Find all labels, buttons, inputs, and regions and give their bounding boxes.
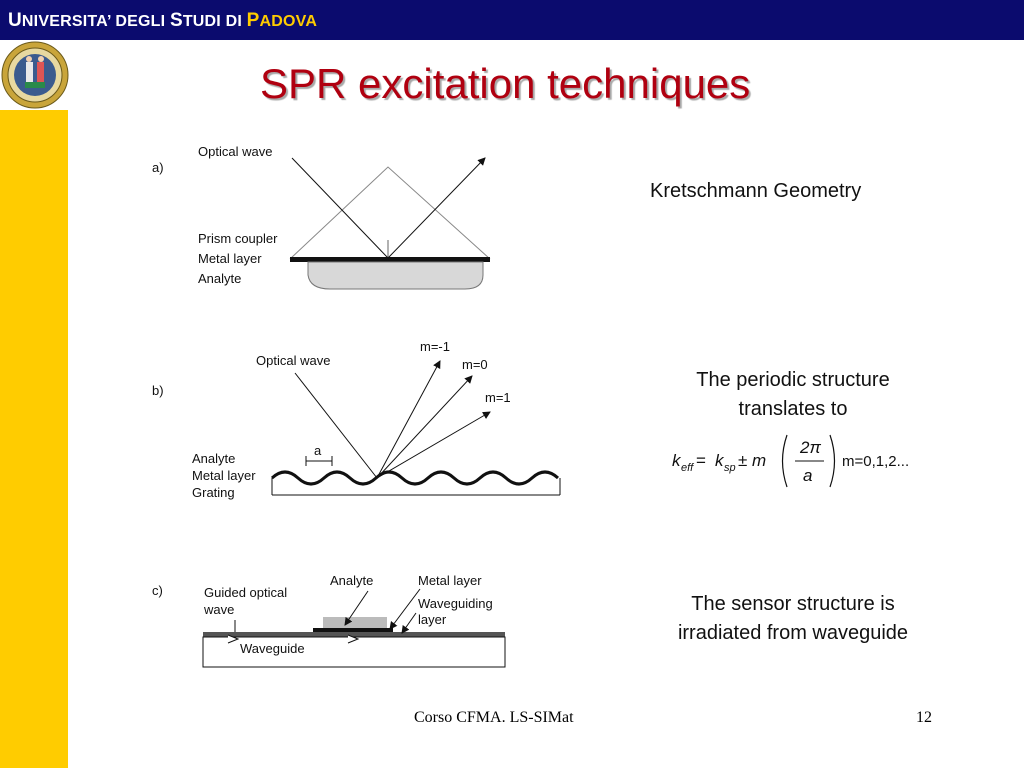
svg-text:k: k bbox=[672, 451, 681, 470]
uni-letter-u: U bbox=[8, 10, 22, 31]
sidebar-stripe bbox=[0, 110, 68, 768]
header-bar bbox=[0, 0, 1024, 40]
wavevector-formula bbox=[672, 435, 909, 487]
analyte-label-b: Analyte bbox=[192, 451, 236, 466]
metal-label-a: Metal layer bbox=[198, 251, 262, 266]
svg-text:± m: ± m bbox=[738, 451, 767, 470]
panel-c-tag: c) bbox=[152, 583, 163, 598]
sensor-caption-line1: The sensor structure is bbox=[691, 593, 895, 615]
uni-letter-p: P bbox=[246, 10, 260, 31]
uni-letter-s: S bbox=[169, 10, 183, 31]
footer-course: Corso CFMA. LS-SIMat bbox=[414, 709, 574, 726]
order-m-minus1: m=-1 bbox=[420, 339, 450, 354]
spr-diagram bbox=[140, 125, 960, 685]
metal-strip-c bbox=[313, 628, 393, 632]
svg-text:m=0,1,2...: m=0,1,2... bbox=[842, 453, 910, 470]
guided-wave-label-1: Guided optical bbox=[204, 585, 288, 600]
slide-title: SPR excitation techniques bbox=[260, 60, 751, 107]
prism-outline bbox=[290, 167, 490, 259]
svg-text:a: a bbox=[803, 466, 813, 485]
metal-label-b: Metal layer bbox=[192, 468, 256, 483]
waveguide-label: Waveguide bbox=[240, 641, 305, 656]
metal-layer-a bbox=[290, 257, 490, 262]
panel-b-tag: b) bbox=[152, 383, 164, 398]
periodic-caption-line1: The periodic structure bbox=[696, 369, 890, 391]
slide-number: 12 bbox=[916, 709, 932, 726]
analyte-label-c: Analyte bbox=[330, 573, 374, 588]
optical-wave-label-b: Optical wave bbox=[256, 353, 331, 368]
uni-text-1: NIVERSITA’ DEGLI bbox=[21, 13, 170, 30]
grating-label: Grating bbox=[192, 485, 235, 500]
wg-layer-label-1: Waveguiding bbox=[418, 596, 493, 611]
wg-layer-leader bbox=[402, 613, 416, 633]
order-m1: m=1 bbox=[485, 390, 511, 405]
svg-text:sp: sp bbox=[724, 462, 736, 474]
diffracted-ray-m1 bbox=[377, 412, 490, 478]
waveguiding-layer bbox=[203, 632, 505, 637]
uni-text-3: ADOVA bbox=[259, 13, 318, 30]
kretschmann-caption: Kretschmann Geometry bbox=[650, 180, 862, 202]
uni-text-2: TUDI DI bbox=[182, 13, 247, 30]
metal-grating-surface bbox=[272, 472, 558, 484]
svg-text:k: k bbox=[715, 451, 724, 470]
diffracted-ray-m-minus1 bbox=[377, 361, 440, 478]
panel-b bbox=[152, 339, 909, 500]
diffracted-ray-m0 bbox=[377, 376, 472, 478]
panel-c bbox=[152, 573, 908, 667]
period-label: a bbox=[314, 443, 322, 458]
periodic-caption-line2: translates to bbox=[738, 398, 848, 420]
panel-a-tag: a) bbox=[152, 160, 164, 175]
order-m0: m=0 bbox=[462, 357, 488, 372]
sensor-caption-line2: irradiated from waveguide bbox=[677, 622, 909, 644]
university-name bbox=[8, 10, 317, 32]
university-seal-icon bbox=[0, 40, 72, 112]
metal-label-c: Metal layer bbox=[418, 573, 482, 588]
wg-layer-label-2: layer bbox=[418, 612, 447, 627]
analyte-cell-a bbox=[308, 262, 483, 289]
panel-a bbox=[152, 144, 861, 289]
analyte-label-a: Analyte bbox=[198, 271, 242, 286]
incident-ray-b bbox=[295, 373, 377, 478]
svg-text:2π: 2π bbox=[800, 438, 821, 457]
guided-wave-label-2: wave bbox=[204, 602, 235, 617]
svg-text:eff: eff bbox=[681, 462, 694, 474]
metal-leader bbox=[390, 589, 420, 629]
optical-wave-label-a: Optical wave bbox=[198, 144, 273, 159]
svg-text:=: = bbox=[696, 451, 706, 470]
reflected-ray-a bbox=[388, 158, 485, 258]
prism-label: Prism coupler bbox=[198, 231, 278, 246]
